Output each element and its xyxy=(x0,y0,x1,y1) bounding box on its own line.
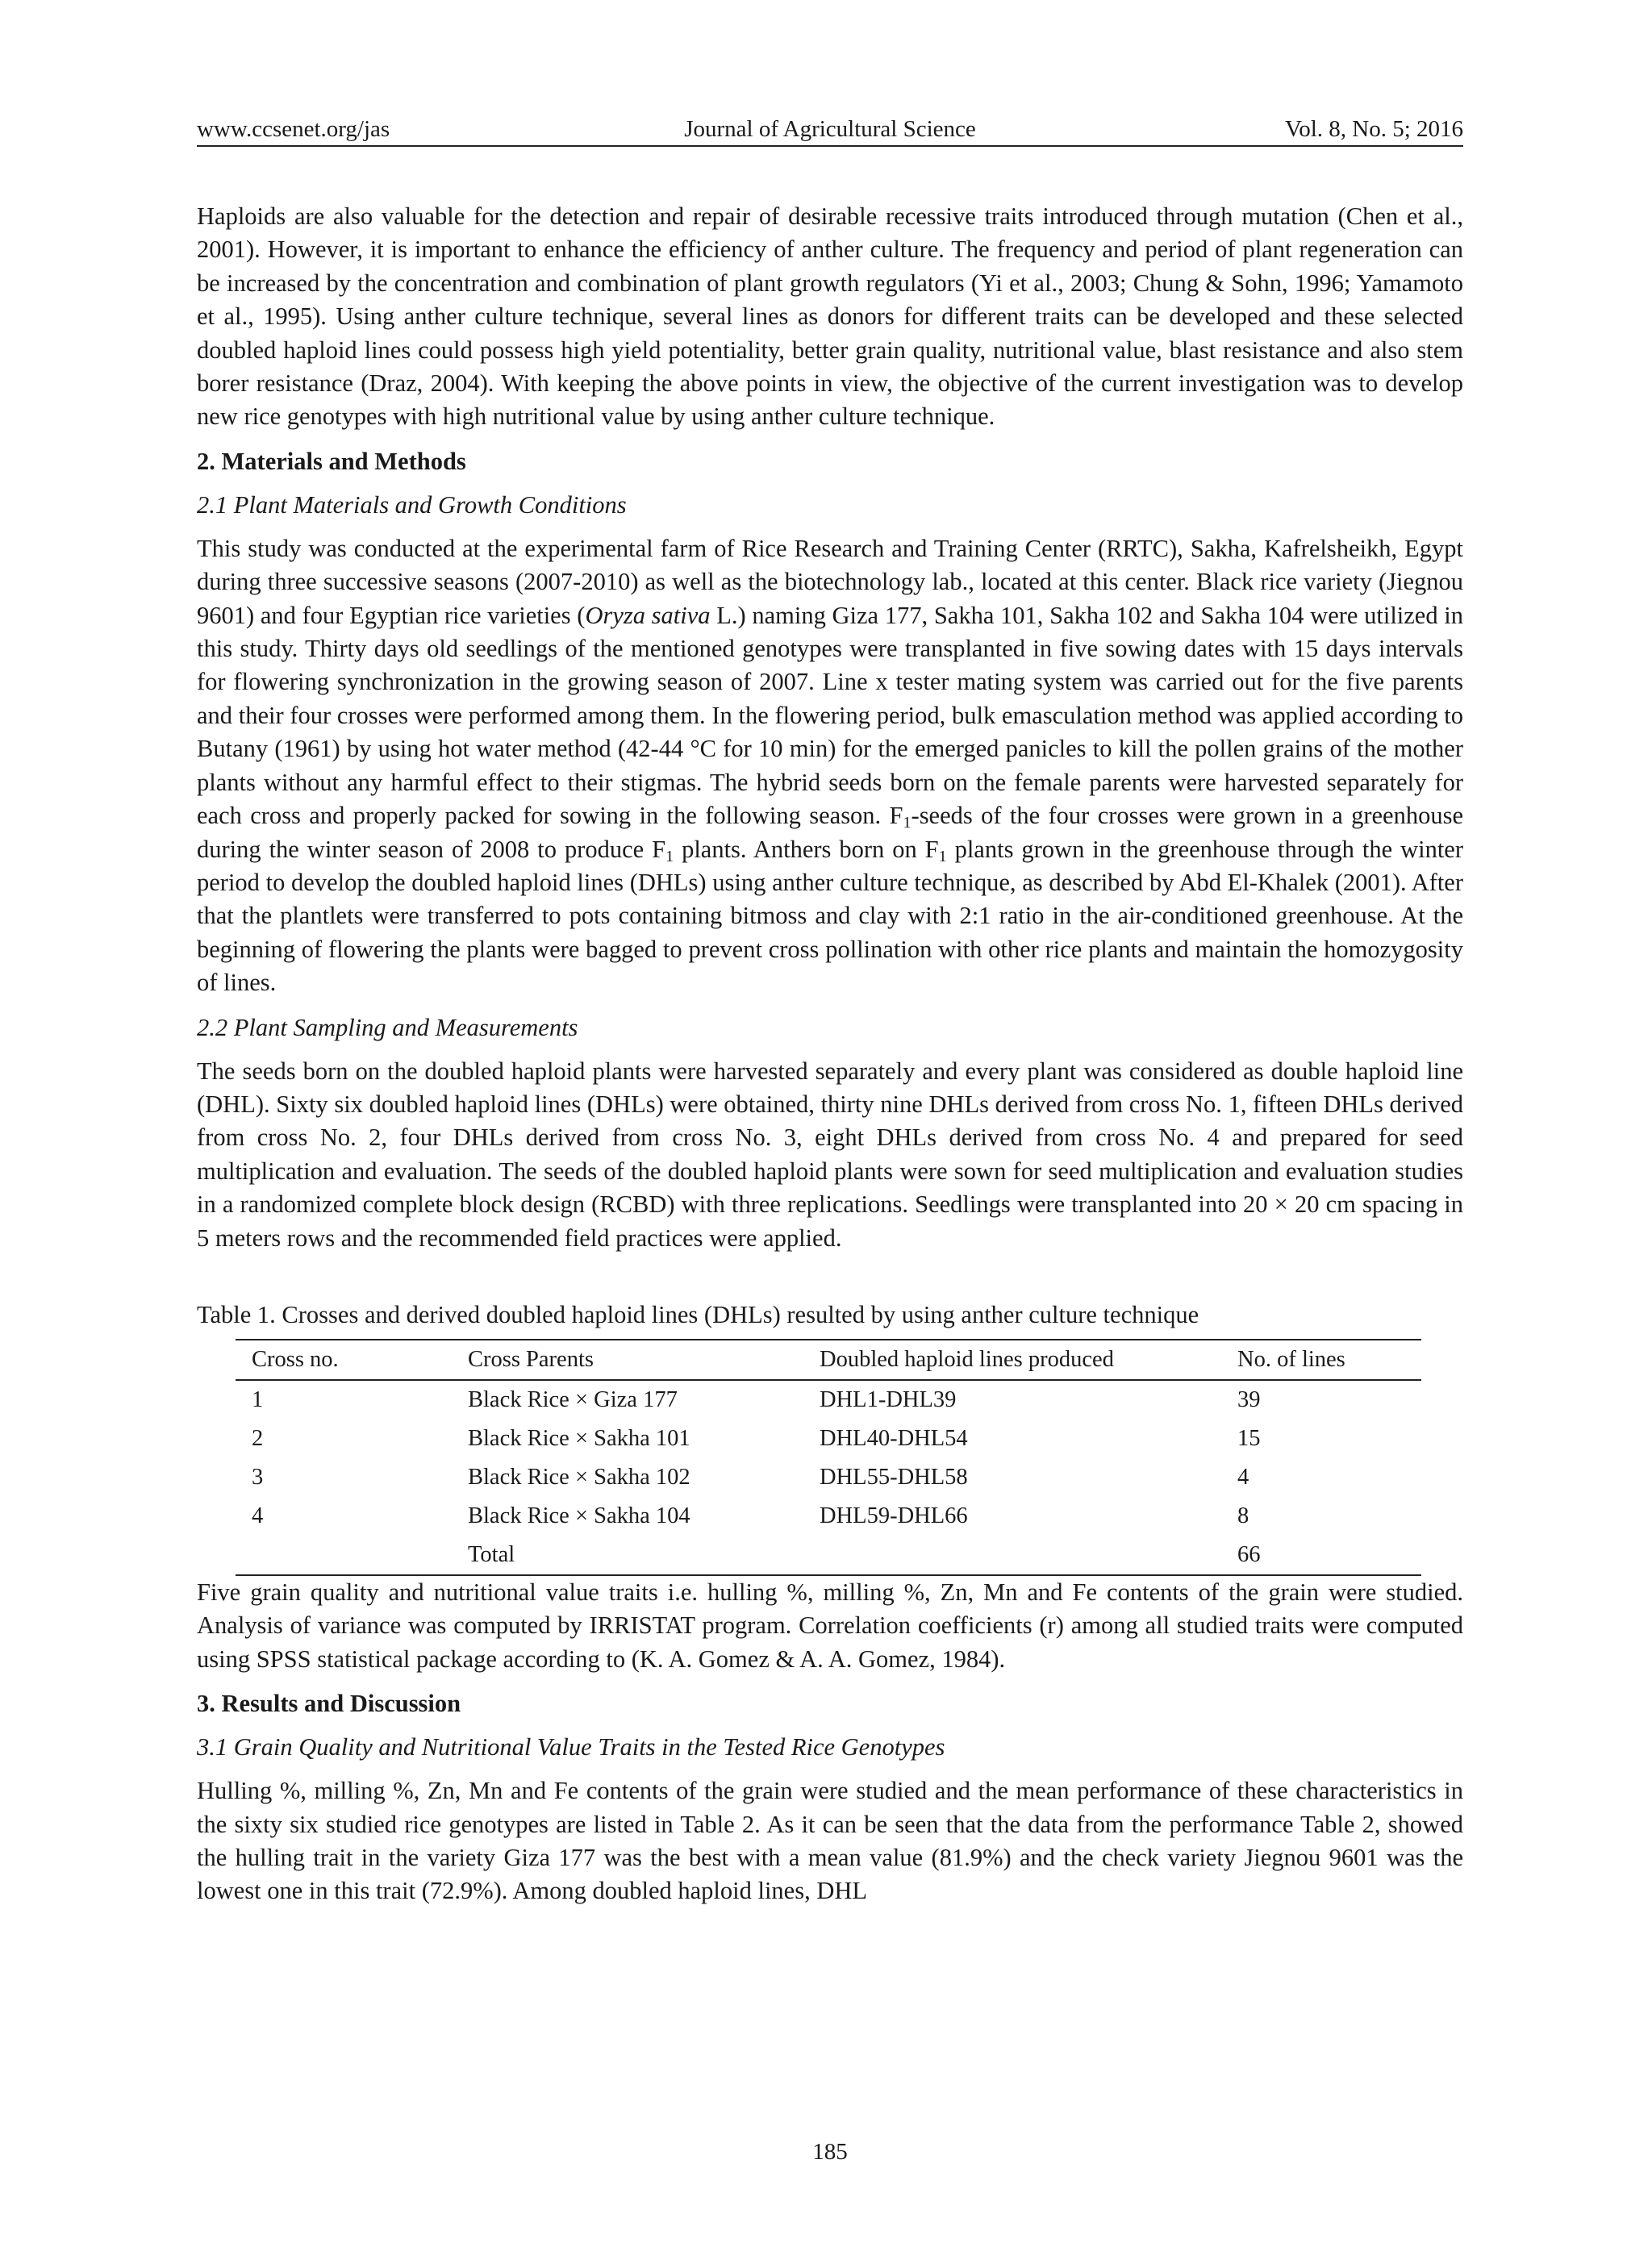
table-header-row xyxy=(236,1340,1421,1380)
table-1 xyxy=(236,1339,1421,1576)
species-name: Oryza sativa xyxy=(585,601,711,629)
text-run: This study was conducted at the experimental farm of Rice Research and Training Center (RRTC), Sakha, Kafrelsheikh, Egypt during three successive seasons (2007-2010) as well as the biotechnology lab., located at this center. Black rice variety (Jiegnou 9601) and four Egyptian rice varieties ( xyxy=(197,534,1463,629)
table-cell: 15 xyxy=(1237,1425,1261,1451)
article-body xyxy=(197,200,1463,1908)
header-volume-info: Vol. 8, No. 5; 2016 xyxy=(1284,116,1463,142)
table-cell: 2 xyxy=(252,1425,264,1451)
results-paragraph: Hulling %, milling %, Zn, Mn and Fe contents of the grain were studied and the mean performance of these characteristics in the sixty six studied rice genotypes are listed in Table 2. As it can be seen that the data from the performance Table 2, showed the hulling trait in the variety Giza 177 was the best with a mean value (81.9%) and the check variety Jiegnou 9601 was the lowest one in this trait (72.9%). Among doubled haploid lines, DHL xyxy=(197,1777,1463,1905)
subsection-2-1-heading: 2.1 Plant Materials and Growth Conditions xyxy=(197,490,627,519)
column-header: No. of lines xyxy=(1237,1346,1345,1372)
page-number: 185 xyxy=(812,2139,848,2165)
table-cell: 1 xyxy=(252,1386,264,1412)
text-run: L.) naming Giza 177, Sakha 101, Sakha 102 and Sakha 104 were utilized in this study. Thirty days old seedlings of the mentioned genotypes were transplanted in five sowing dates with 15 days intervals for flowering synchronization in the growing season of 2007. Line x tester mating system was carried out for the five parents and their four crosses were performed among them. In the flowering period, bulk emasculation method was applied according to Butany (1961) by using hot water method (42-44 °C for 10 min) for the emerged panicles to kill the pollen grains of the mother plants without any harmful effect to their stigmas. The hybrid seeds born on the female parents were harvested separately for each cross and properly packed for sowing in the following season. F xyxy=(197,601,1464,830)
table-cell: DHL59-DHL66 xyxy=(820,1503,968,1528)
column-header: Cross no. xyxy=(252,1346,339,1372)
subsection-3-1-heading: 3.1 Grain Quality and Nutritional Value Traits in the Tested Rice Genotypes xyxy=(197,1733,945,1761)
column-header: Cross Parents xyxy=(468,1346,594,1372)
table-cell: 4 xyxy=(1237,1464,1249,1490)
table-cell: 66 xyxy=(1237,1541,1261,1567)
table-cell: Black Rice × Sakha 102 xyxy=(468,1464,690,1490)
text-run: plants grown in the greenhouse through the winter period to develop the doubled haploid lines (DHLs) using anther culture technique, as described by Abd El-Khalek (2001). After that the plantlets were transferred to pots containing bitmoss and clay with 2:1 ratio in the air-conditioned greenhouse. At the beginning of flowering the plants were bagged to prevent cross pollination with other rice plants and maintain the homozygosity of lines. xyxy=(197,835,1463,997)
text-run: -seeds of the four crosses were grown in a greenhouse during the winter season of 2008 to produce F xyxy=(197,802,1463,863)
table-row xyxy=(236,1458,1421,1497)
table-cell: 3 xyxy=(252,1464,264,1490)
plant-materials-paragraph xyxy=(197,532,1463,1000)
header-journal-url[interactable]: www.ccsenet.org/jas xyxy=(197,116,390,142)
table-row xyxy=(236,1497,1421,1536)
table-row xyxy=(236,1420,1421,1458)
text-run: plants. Anthers born on F xyxy=(674,835,939,863)
subscript: 1 xyxy=(938,847,947,865)
table-cell: Total xyxy=(468,1541,515,1567)
table-cell xyxy=(236,1536,452,1575)
subsection-2-2-heading: 2.2 Plant Sampling and Measurements xyxy=(197,1013,578,1041)
subscript: 1 xyxy=(903,814,912,832)
section-2-heading: 2. Materials and Methods xyxy=(197,447,466,475)
table-cell: 8 xyxy=(1237,1503,1249,1528)
intro-paragraph: Haploids are also valuable for the detection and repair of desirable recessive traits introduced through mutation (Chen et al., 2001). However, it is important to enhance the efficiency of anther culture. The frequency and period of plant regeneration can be increased by the concentration and combination of plant growth regulators (Yi et al., 2003; Chung & Sohn, 1996; Yamamoto et al., 1995). Using anther culture technique, several lines as donors for different traits can be developed and these selected doubled haploid lines could possess high yield potentiality, better grain quality, nutritional value, blast resistance and also stem borer resistance (Draz, 2004). With keeping the above points in view, the objective of the current investigation was to develop new rice genotypes with high nutritional value by using anther culture technique. xyxy=(197,202,1463,431)
page xyxy=(197,0,1463,2243)
sampling-paragraph: The seeds born on the doubled haploid plants were harvested separately and every plant was considered as double haploid line (DHL). Sixty six doubled haploid lines (DHLs) were obtained, thirty nine DHLs derived from cross No. 1, fifteen DHLs derived from cross No. 2, four DHLs derived from cross No. 3, eight DHLs derived from cross No. 4 and prepared for seed multiplication and evaluation. The seeds of the doubled haploid plants were sown for seed multiplication and evaluation studies in a randomized complete block design (RCBD) with three replications. Seedlings were transplanted into 20 × 20 cm spacing in 5 meters rows and the recommended field practices were applied. xyxy=(197,1057,1463,1252)
table-cell: DHL1-DHL39 xyxy=(820,1386,957,1412)
table-cell: Black Rice × Sakha 101 xyxy=(468,1425,690,1451)
table-cell: DHL55-DHL58 xyxy=(820,1464,968,1490)
subscript: 1 xyxy=(665,847,674,865)
table-cell: 4 xyxy=(252,1503,264,1528)
table-cell: Black Rice × Sakha 104 xyxy=(468,1503,690,1528)
traits-paragraph: Five grain quality and nutritional value traits i.e. hulling %, milling %, Zn, Mn and Fe contents of the grain were studied. Analysis of variance was computed by IRRISTAT program. Correlation coefficients (r) among all studied traits were computed using SPSS statistical package according to (K. A. Gomez & A. A. Gomez, 1984). xyxy=(197,1578,1463,1673)
column-header: Doubled haploid lines produced xyxy=(820,1346,1114,1372)
table-row xyxy=(236,1380,1421,1420)
running-header xyxy=(197,113,1463,147)
table-cell: DHL40-DHL54 xyxy=(820,1425,968,1451)
table-cell: Black Rice × Giza 177 xyxy=(468,1386,678,1412)
table-cell xyxy=(803,1536,1221,1575)
table-total-row xyxy=(236,1536,1421,1575)
table-cell: 39 xyxy=(1237,1386,1261,1412)
header-journal-title: Journal of Agricultural Science xyxy=(684,116,976,142)
table-1-caption: Table 1. Crosses and derived doubled haploid lines (DHLs) resulted by using anther culture technique xyxy=(197,1300,1199,1328)
section-3-heading: 3. Results and Discussion xyxy=(197,1690,461,1718)
